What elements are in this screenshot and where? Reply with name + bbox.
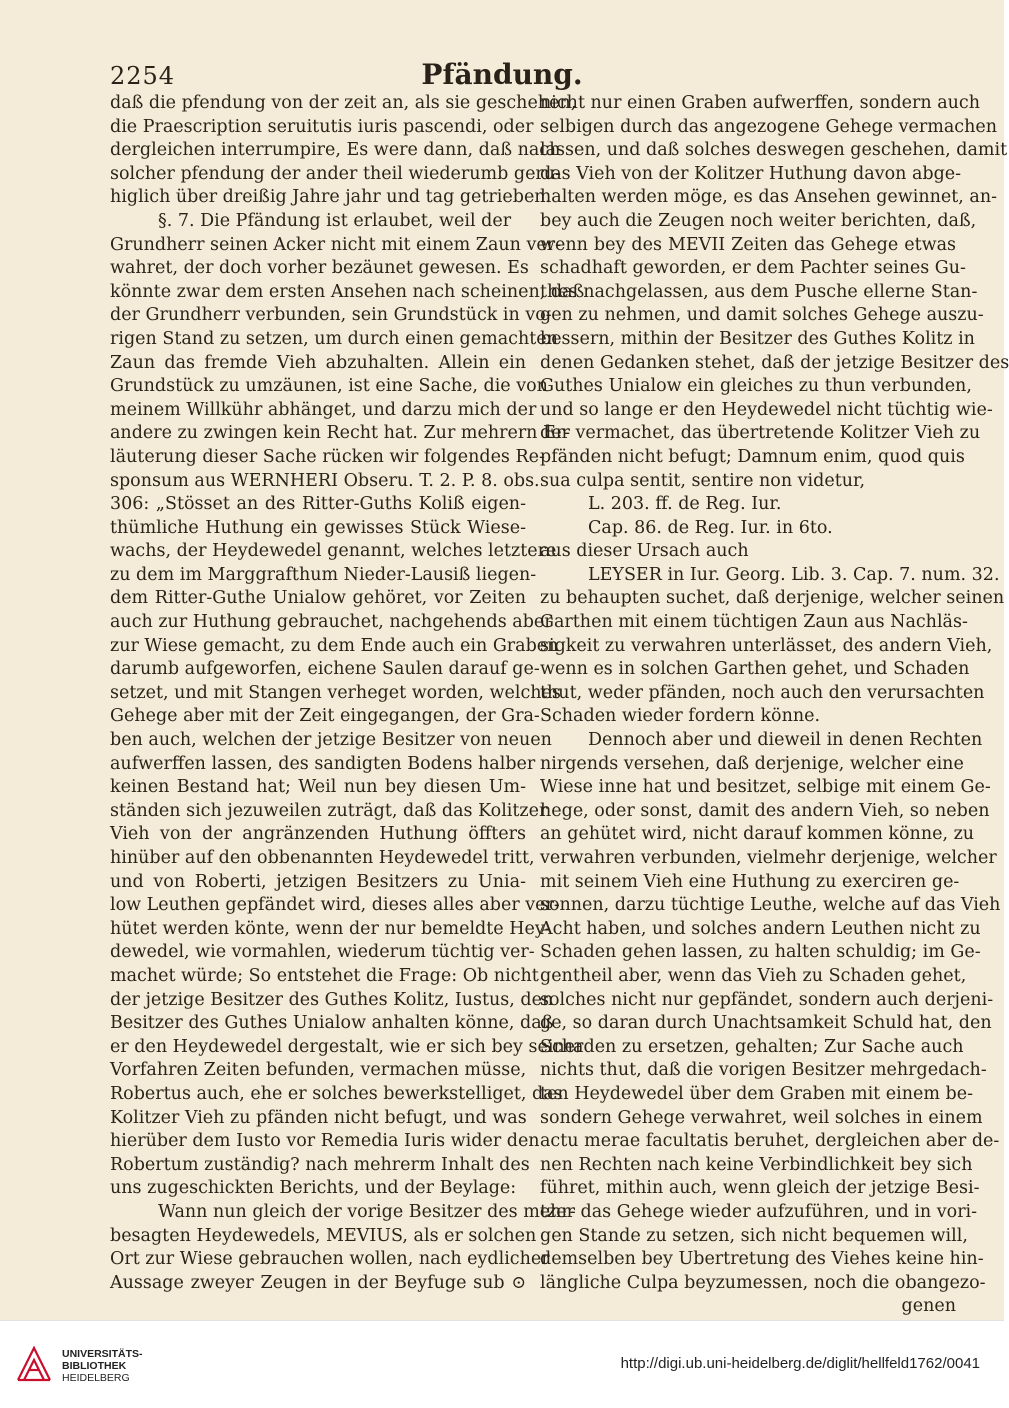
text-line: hinüber auf den obbenannten Heydewedel tritt,: [110, 848, 535, 868]
university-library-logo-icon: [14, 1344, 54, 1384]
text-line: hierüber dem Iusto vor Remedia Iuris wider den: [110, 1131, 540, 1152]
text-line: denen Gedanken stehet, daß der jetzige Besitzer des: [540, 352, 1009, 373]
text-line: pfänden nicht befugt; Damnum enim, quod quis: [540, 446, 965, 467]
library-footer: [0, 1320, 1004, 1408]
source-url-link[interactable]: http://digi.ub.uni-heidelberg.de/diglit/hellfeld1762/0041: [620, 1355, 980, 1372]
text-line: Acht haben, und solches andern Leuthen nicht zu: [540, 918, 981, 939]
text-line: darumb aufgeworfen, eichene Saulen darauf ge-: [110, 659, 540, 680]
text-line: sua culpa sentit, sentire non videtur,: [540, 470, 866, 491]
text-line: sigkeit zu verwahren unterlässet, des andern Vieh,: [540, 635, 993, 656]
text-line: uns zugeschickten Berichts, und der Beylage:: [110, 1178, 517, 1199]
text-line: zur Wiese gemacht, zu dem Ende auch ein Graben: [110, 635, 559, 656]
right-text-column: [540, 92, 1009, 1319]
text-line: auch zur Huthung gebrauchet, nachgehends aber: [110, 612, 553, 633]
text-line: längliche Culpa beyzumessen, noch die obangezo-: [540, 1272, 986, 1293]
text-line: Garthen mit einem tüchtigen Zaun aus Nachläs-: [540, 612, 968, 633]
text-line: Zaun das fremde Vieh abzuhalten. Allein ein: [110, 352, 526, 373]
text-line: mit seinem Vieh eine Huthung zu exerciren ge-: [540, 871, 960, 892]
text-line: gen Stande zu setzen, sich nicht bequemen will,: [540, 1225, 968, 1246]
text-line: führet, mithin auch, wenn gleich der jetzige Besi-: [540, 1178, 980, 1199]
text-line: LEYSER in Iur. Georg. Lib. 3. Cap. 7. num. 32.: [588, 564, 1000, 585]
text-line: Robertum zuständig? nach mehrerm Inhalt des: [110, 1154, 530, 1175]
text-line: besagten Heydewedels, MEVIUS, als er solchen: [110, 1225, 537, 1246]
text-line: Wiese inne hat und besitzet, selbige mit einem Ge-: [540, 777, 991, 798]
text-line: schadhaft geworden, er dem Pachter seines Gu-: [540, 258, 966, 279]
text-line: nirgends versehen, daß derjenige, welcher eine: [540, 753, 964, 774]
text-line: Grundstück zu umzäunen, ist eine Sache, die von: [110, 376, 548, 397]
text-line: lassen, und daß solches deswegen geschehen, damit: [540, 140, 1008, 161]
text-line: thümliche Huthung ein gewisses Stück Wiese-: [110, 517, 526, 538]
text-line: higlich über dreißig Jahre jahr und tag getrieben.: [110, 187, 552, 208]
text-line: §. 7. Die Pfändung ist erlaubet, weil der: [158, 210, 512, 231]
left-text-column: [110, 92, 585, 1295]
text-line: dergleichen interrumpire, Es were dann, daß nach: [110, 140, 561, 161]
text-line: wenn es in solchen Garthen gehet, und Schaden: [540, 659, 970, 680]
text-line: wenn bey des MEVII Zeiten das Gehege etwas: [540, 234, 956, 255]
text-line: gentheil aber, wenn das Vieh zu Schaden gehet,: [540, 965, 967, 986]
institution-line: UNIVERSITÄTS-: [62, 1348, 143, 1360]
text-line: machet würde; So entstehet die Frage: Ob nicht: [110, 965, 539, 986]
text-line: ge, so daran durch Unachtsamkeit Schuld hat, den: [540, 1013, 992, 1034]
text-line: zu dem im Marggrafthum Nieder-Lausiß liegen-: [110, 564, 537, 585]
text-line: die Praescription seruitutis iuris pascendi, oder: [110, 116, 534, 137]
text-line: dem Ritter-Guthe Unialow gehöret, vor Zeiten: [110, 588, 526, 609]
text-line: Grundherr seinen Acker nicht mit einem Zaun ver-: [110, 234, 562, 255]
text-line: der vermachet, das übertretende Kolitzer Vieh zu: [540, 423, 981, 444]
text-line: gen zu nehmen, und damit solches Gehege auszu-: [540, 305, 984, 326]
text-line: halten werden möge, es das Ansehen gewinnet, an-: [540, 187, 998, 208]
text-line: hütet werden könte, wenn der nur bemeldte Hey-: [110, 918, 551, 939]
text-line: solches nicht nur gepfändet, sondern auch derjeni-: [540, 989, 994, 1010]
text-line: könnte zwar dem ersten Ansehen nach scheinen, daß: [110, 281, 585, 302]
page-number: 2254: [110, 62, 176, 90]
text-line: low Leuthen gepfändet wird, dieses alles aber ver-: [110, 895, 560, 916]
text-line: wachs, der Heydewedel genannt, welches letztere: [110, 541, 557, 562]
text-line: aus dieser Ursach auch: [540, 541, 749, 562]
text-line: Kolitzer Vieh zu pfänden nicht befugt, und was: [110, 1107, 527, 1128]
text-line: sonnen, darzu tüchtige Leuthe, welche auf das Vieh: [540, 895, 1001, 916]
text-line: solcher pfendung der ander theil wiederumb geru-: [110, 163, 561, 184]
text-line: nen Rechten nach keine Verbindlichkeit bey sich: [540, 1154, 973, 1175]
text-line: Schaden gehen lassen, zu halten schuldig; im Ge-: [540, 942, 981, 963]
text-line: Dennoch aber und dieweil in denen Rechten: [588, 730, 983, 751]
text-line: keinen Bestand hat; Weil nun bey diesen Um-: [110, 777, 526, 798]
text-line: ten Heydewedel über dem Graben mit einem be-: [540, 1083, 973, 1104]
text-line: genen: [901, 1296, 956, 1317]
text-line: Vieh von der angränzenden Huthung öffters: [110, 824, 526, 845]
text-line: actu merae facultatis beruhet, dergleichen aber de-: [540, 1131, 1000, 1152]
text-line: Wann nun gleich der vorige Besitzer des mehr-: [158, 1201, 576, 1222]
text-line: an gehütet wird, nicht darauf kommen könne, zu: [540, 824, 975, 845]
text-line: meinem Willkühr abhänget, und darzu mich der: [110, 399, 537, 420]
text-line: Schaden zu ersetzen, gehalten; Zur Sache auch: [540, 1036, 964, 1057]
text-line: sondern Gehege verwahret, weil solches in einem: [540, 1107, 983, 1128]
text-line: Vorfahren Zeiten befunden, vermachen müsse,: [110, 1060, 527, 1081]
text-line: dewedel, wie vormahlen, wiederum tüchtig ver-: [110, 942, 535, 963]
text-line: Gehege aber mit der Zeit eingegangen, der Gra-: [110, 706, 540, 727]
text-line: tzer das Gehege wieder aufzuführen, und in vori-: [540, 1201, 978, 1222]
text-line: ben auch, welchen der jetzige Besitzer von neuen: [110, 730, 552, 751]
text-line: und so lange er den Heydewedel nicht tüchtig wie-: [540, 399, 993, 420]
text-line: Schaden wieder fordern könne.: [540, 706, 821, 727]
text-line: nichts thut, daß die vorigen Besitzer mehrgedach-: [540, 1060, 987, 1081]
text-line: und von Roberti, jetzigen Besitzers zu Unia-: [110, 871, 526, 892]
text-line: das Vieh von der Kolitzer Huthung davon abge-: [540, 163, 962, 184]
institution-line: HEIDELBERG: [62, 1372, 130, 1384]
text-line: thut, weder pfänden, noch auch den verursachten: [540, 682, 985, 703]
text-line: andere zu zwingen kein Recht hat. Zur mehrern Er-: [110, 423, 571, 444]
text-line: 306: „Stösset an des Ritter-Guths Koliß eigen-: [110, 494, 526, 515]
text-line: zu behaupten suchet, daß derjenige, welcher seinen: [540, 588, 1005, 609]
text-line: sponsum aus WERNHERI Obseru. T. 2. P. 8. obs.: [110, 470, 540, 491]
text-line: L. 203. ff. de Reg. Iur.: [588, 494, 782, 515]
text-line: Besitzer des Guthes Unialow anhalten könne, daß: [110, 1013, 554, 1034]
text-line: Robertus auch, ehe er solches bewerkstelliget, das: [110, 1083, 563, 1104]
text-line: setzet, und mit Stangen verheget worden, welches: [110, 682, 561, 703]
text-line: thes nachgelassen, aus dem Pusche ellerne Stan-: [540, 281, 978, 302]
text-line: bessern, mithin der Besitzer des Guthes Kolitz in: [540, 328, 975, 349]
institution-name: [62, 1348, 143, 1384]
text-line: Guthes Unialow ein gleiches zu thun verbunden,: [540, 376, 972, 397]
text-line: demselben bey Ubertretung des Viehes keine hin-: [540, 1249, 984, 1270]
text-line: verwahren verbunden, vielmehr derjenige, welcher: [540, 848, 997, 868]
text-line: wahret, der doch vorher bezäunet gewesen. Es: [110, 258, 529, 279]
text-line: aufwerffen lassen, des sandigten Bodens halber: [110, 753, 536, 774]
text-line: Aussage zweyer Zeugen in der Beyfuge sub ⊙: [110, 1272, 526, 1293]
text-line: daß die pfendung von der zeit an, als sie geschehen,: [110, 93, 577, 113]
text-line: läuterung dieser Sache rücken wir folgendes Re-: [110, 446, 545, 467]
text-line: er den Heydewedel dergestalt, wie er sich bey seiner: [110, 1036, 584, 1057]
institution-line: BIBLIOTHEK: [62, 1360, 127, 1372]
text-line: hege, oder sonst, damit des andern Vieh, so neben: [540, 800, 990, 821]
text-line: nicht nur einen Graben aufwerffen, sondern auch: [540, 93, 980, 113]
text-line: rigen Stand zu setzen, um durch einen gemachten: [110, 328, 558, 349]
text-line: selbigen durch das angezogene Gehege vermachen: [540, 116, 997, 137]
text-line: bey auch die Zeugen noch weiter berichten, daß,: [540, 210, 977, 231]
text-line: der Grundherr verbunden, sein Grundstück in vo-: [110, 305, 552, 326]
text-line: der jetzige Besitzer des Guthes Kolitz, Iustus, den: [110, 989, 554, 1010]
text-line: Cap. 86. de Reg. Iur. in 6to.: [588, 517, 833, 538]
text-line: Ort zur Wiese gebrauchen wollen, nach eydlicher: [110, 1249, 550, 1270]
text-line: ständen sich jezuweilen zuträgt, daß das Kolitzer: [110, 800, 548, 821]
running-title: Pfändung.: [421, 58, 583, 91]
